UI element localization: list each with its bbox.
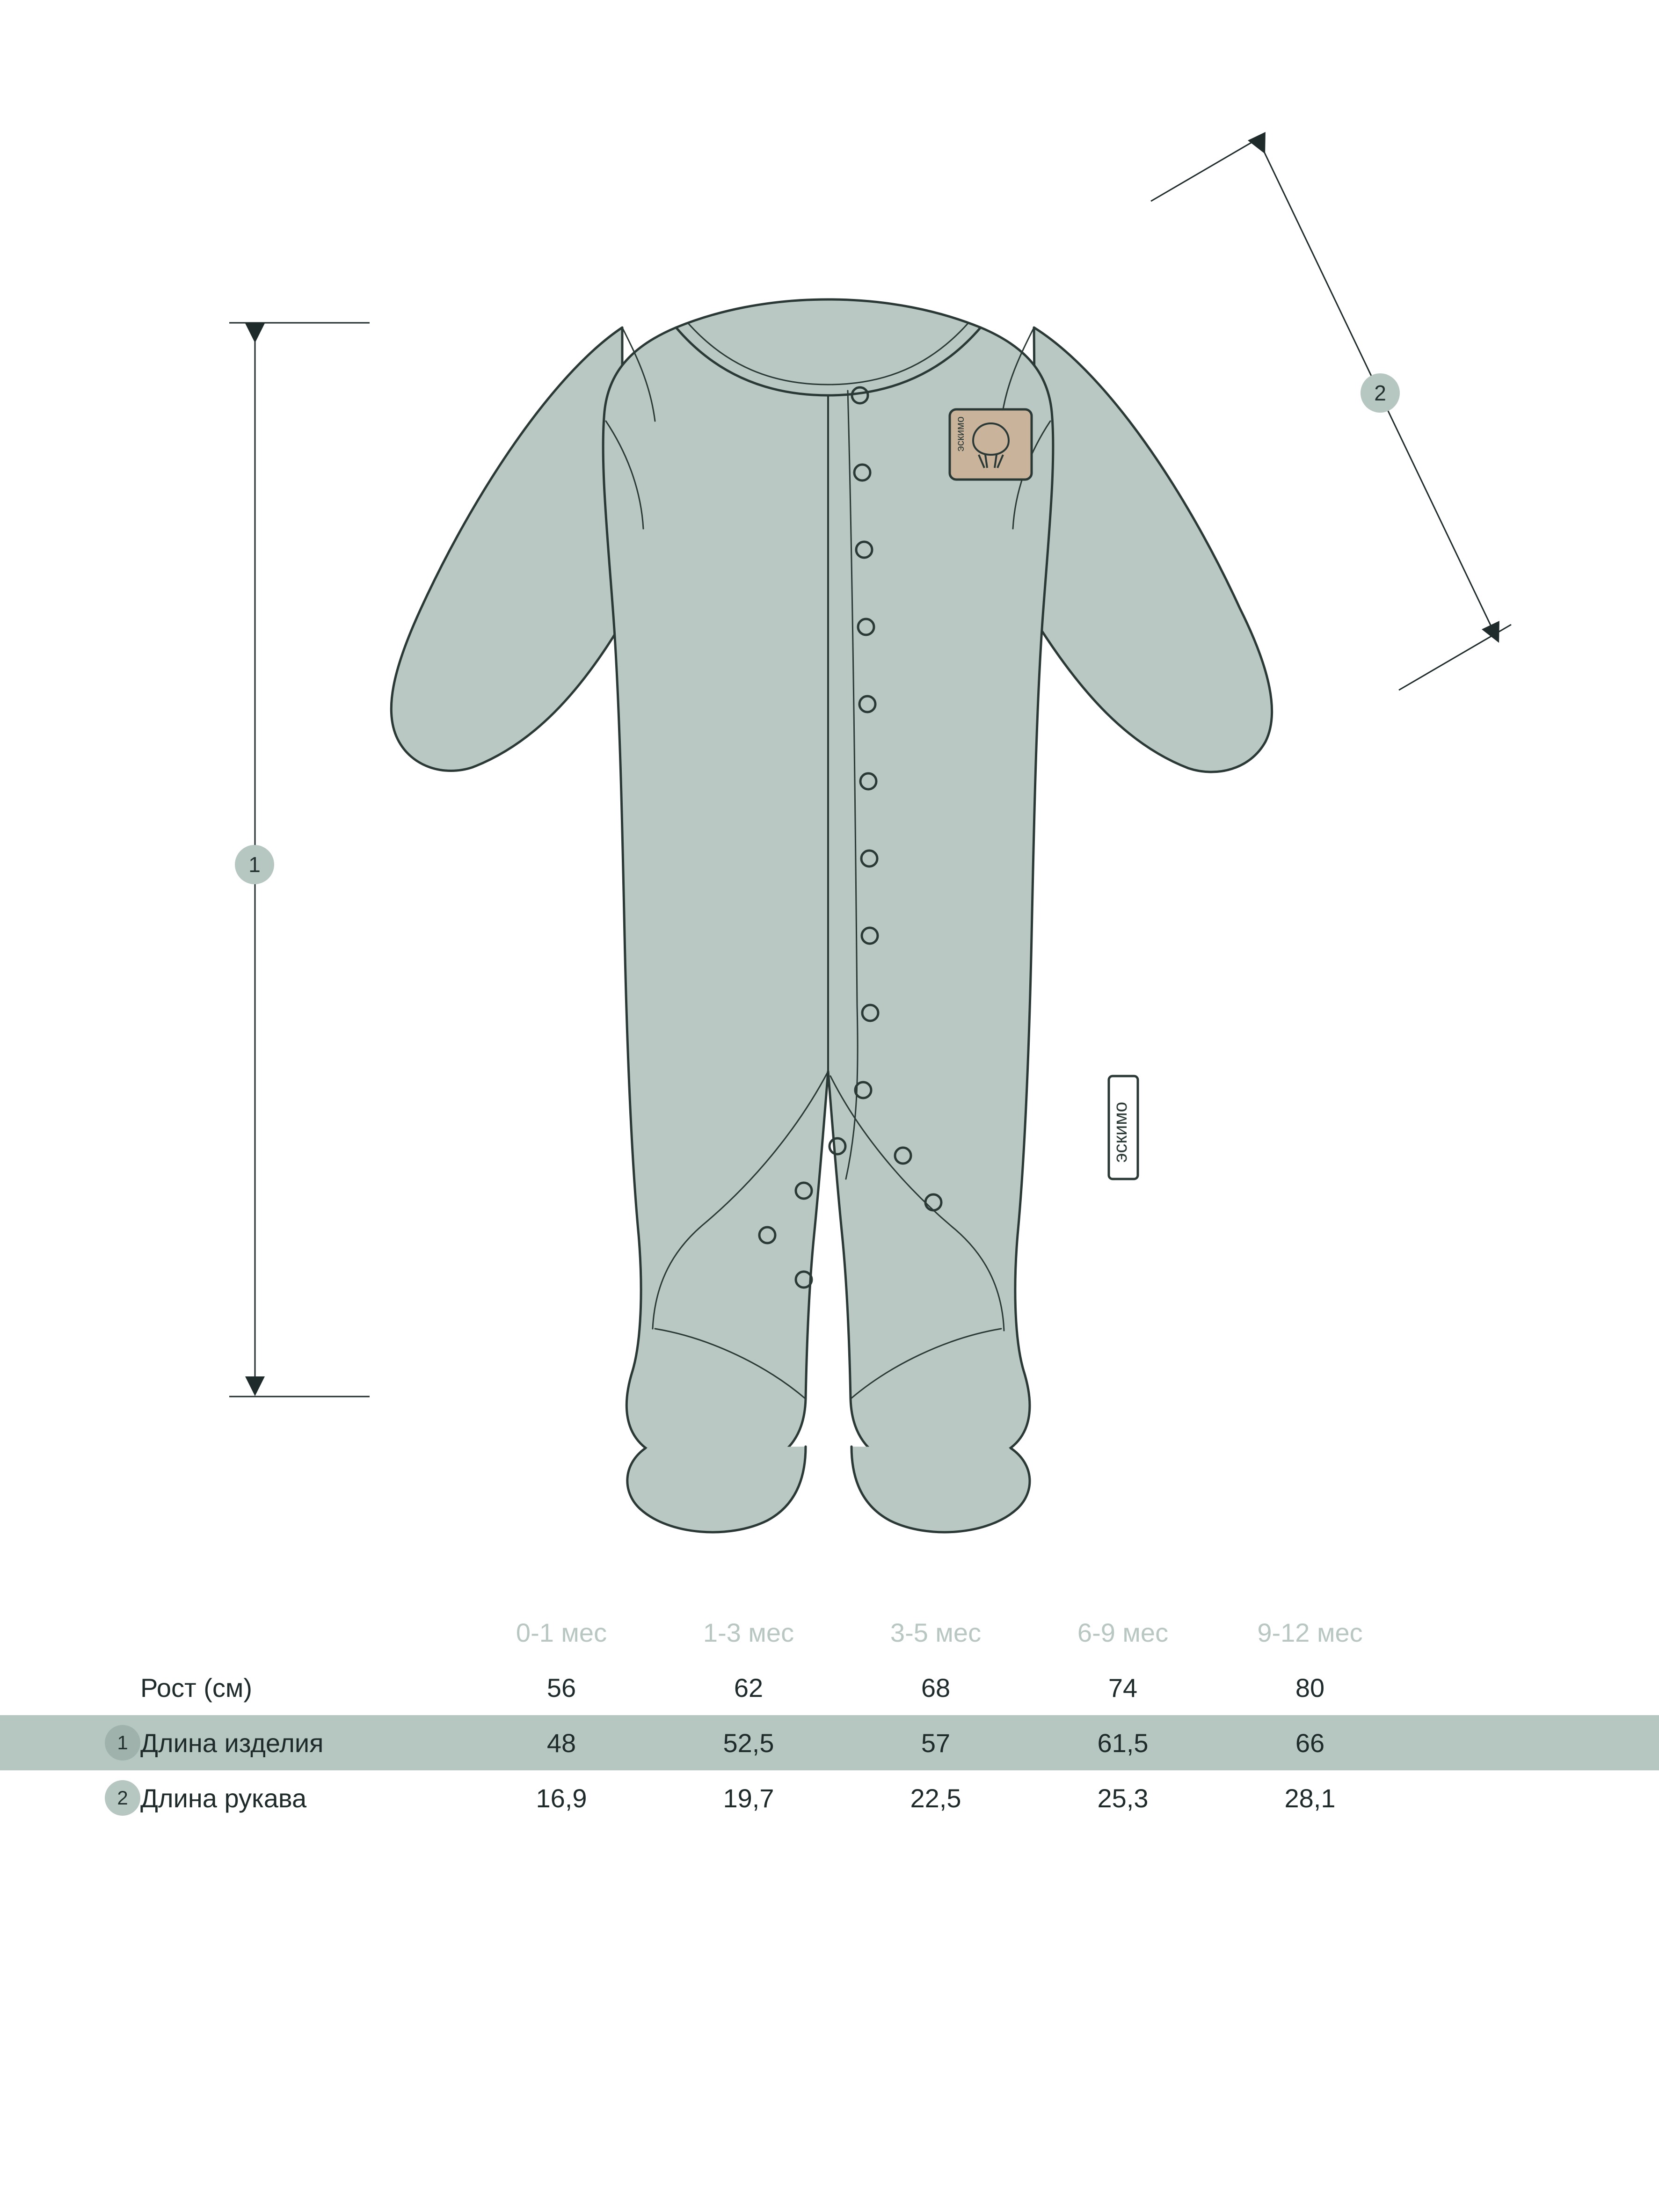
row-tail-spacer xyxy=(1404,1770,1659,1826)
cell-value: 22,5 xyxy=(910,1783,961,1813)
cell-value: 52,5 xyxy=(655,1715,842,1770)
right-foot xyxy=(851,1447,1030,1532)
right-sleeve xyxy=(1034,327,1272,772)
header-size-6-9: 6-9 мес xyxy=(1077,1617,1169,1647)
header-size-3-5: 3-5 мес xyxy=(890,1617,982,1647)
row-badge-1: 1 xyxy=(105,1725,140,1761)
cell-value: 74 xyxy=(1108,1673,1138,1703)
header-tail-spacer xyxy=(1404,1605,1659,1660)
table-row xyxy=(0,1770,1659,1826)
side-brand-tag xyxy=(1109,1076,1138,1179)
cell-value: 61,5 xyxy=(1029,1715,1216,1770)
callout-badge-1: 1 xyxy=(235,845,274,884)
row-badge-cell xyxy=(0,1715,140,1770)
row-tail-spacer xyxy=(1404,1660,1659,1715)
cell-value: 19,7 xyxy=(723,1783,774,1813)
chest-label-patch xyxy=(950,409,1032,480)
cell-value: 25,3 xyxy=(1097,1783,1149,1813)
header-size-9-12: 9-12 мес xyxy=(1257,1617,1363,1647)
cell-value: 16,9 xyxy=(536,1783,587,1813)
side-tag-text: эскимо xyxy=(1110,1102,1131,1163)
row-badge-cell xyxy=(0,1660,140,1715)
table-row xyxy=(0,1715,1659,1770)
size-table xyxy=(0,1605,1659,1826)
cell-value: 66 xyxy=(1216,1715,1404,1770)
table-header-row xyxy=(0,1605,1659,1660)
row-label: Длина рукава xyxy=(140,1783,307,1813)
row-label: Рост (см) xyxy=(140,1673,253,1703)
cell-value: 62 xyxy=(734,1673,764,1703)
cell-value: 68 xyxy=(921,1673,951,1703)
row-tail-spacer xyxy=(1404,1715,1659,1770)
row-badge-empty xyxy=(105,1667,140,1703)
cell-value: 48 xyxy=(468,1715,655,1770)
left-sleeve xyxy=(391,327,622,771)
table-row xyxy=(0,1660,1659,1715)
left-foot xyxy=(627,1447,806,1532)
header-size-0-1: 0-1 мес xyxy=(516,1617,607,1647)
callout-badge-2: 2 xyxy=(1361,373,1400,413)
header-badge-spacer xyxy=(0,1605,140,1660)
header-size-1-3: 1-3 мес xyxy=(703,1617,794,1647)
cell-value: 56 xyxy=(546,1673,576,1703)
row-label: Длина изделия xyxy=(140,1715,468,1770)
patch-brand-text: эскимо xyxy=(954,416,966,451)
size-table-container xyxy=(0,1605,1659,1826)
romper-illustration xyxy=(391,299,1272,1532)
row-badge-2: 2 xyxy=(105,1780,140,1816)
cell-value: 28,1 xyxy=(1284,1783,1336,1813)
header-row-label xyxy=(140,1605,468,1660)
cell-value: 80 xyxy=(1295,1673,1325,1703)
cell-value: 57 xyxy=(842,1715,1029,1770)
row-badge-cell xyxy=(0,1770,140,1826)
